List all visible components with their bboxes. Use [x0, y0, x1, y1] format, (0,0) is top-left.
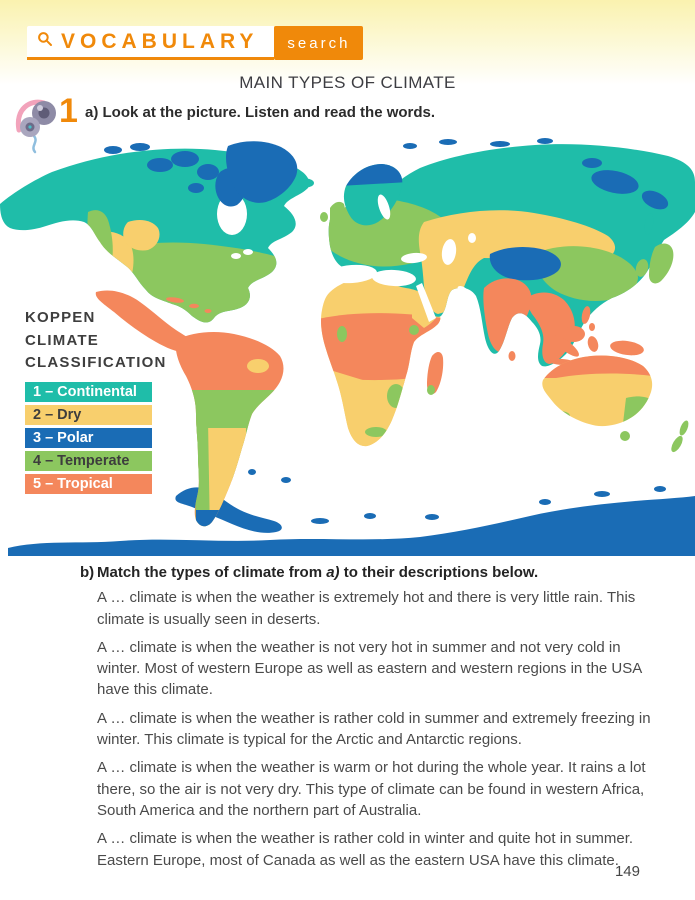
- task-b-section: [80, 562, 664, 871]
- legend-item-polar: 3 – Polar: [25, 428, 152, 448]
- legend-item-tropical: 5 – Tropical: [25, 474, 152, 494]
- climate-description-1: A … climate is when the weather is extremely hot and there is very little rain. This climate is usually seen in deserts.: [97, 589, 636, 628]
- legend-item-dry: 2 – Dry: [25, 405, 152, 425]
- legend-item-temperate: 4 – Temperate: [25, 451, 152, 471]
- task-a-text: a) Look at the picture. Listen and read the words.: [85, 104, 436, 121]
- legend-title: KOPPEN CLIMATE CLASSIFICATION: [25, 309, 167, 371]
- vocabulary-title-box: [27, 26, 274, 60]
- vocabulary-header: [27, 26, 363, 60]
- climate-description-4: A … climate is when the weather is warm or hot during the whole year. It rains a lot there, so the air is not very dry. This type of climate can be found in western Africa, South America and the northern part of Australia.: [97, 759, 646, 819]
- vocabulary-title: VOCABULARY: [61, 30, 259, 53]
- search-button[interactable]: search: [274, 26, 363, 60]
- task-b-label: b): [80, 564, 95, 581]
- legend-rows: [25, 382, 167, 494]
- page-number: 149: [614, 863, 640, 880]
- climate-map-figure: [0, 137, 695, 557]
- climate-description-5: A … climate is when the weather is rather cold in winter and quite hot in summer. Eastern Europe, most of Canada as well as the eastern USA have this climate.: [97, 830, 634, 869]
- climate-description-3: A … climate is when the weather is rather cold in summer and extremely freezing in winter. This climate is typical for the Arctic and Antarctic regions.: [97, 709, 651, 749]
- task-b-text: Match the types of climate from a) to their descriptions below.: [97, 564, 539, 581]
- legend-item-continental: 1 – Continental: [25, 382, 152, 402]
- task-b-heading: [80, 562, 664, 583]
- page-title: MAIN TYPES OF CLIMATE: [239, 73, 456, 92]
- exercise-number: 1: [59, 92, 78, 130]
- magnifier-icon: [37, 31, 53, 52]
- map-legend: [25, 307, 167, 497]
- climate-description-2: A … climate is when the weather is not very hot in summer and not very cold in winter. Most of western Europe as well as eastern and western regions in the USA have this climate.: [97, 638, 642, 699]
